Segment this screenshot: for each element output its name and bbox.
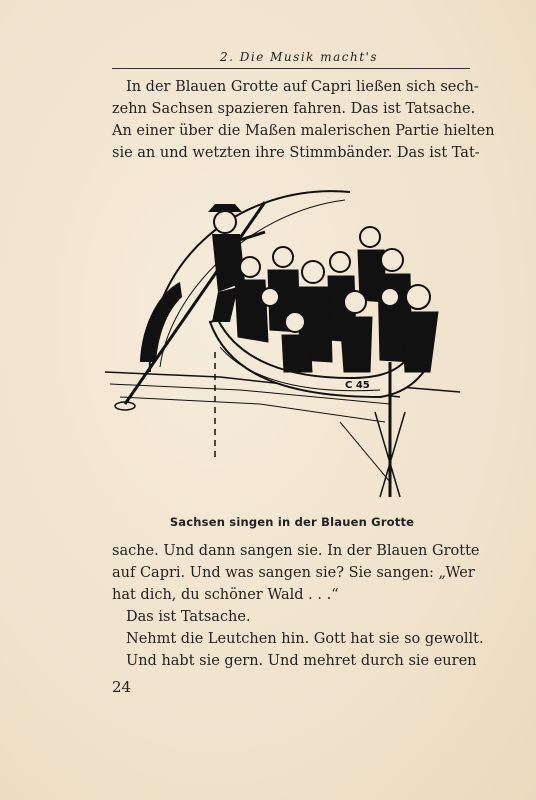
- text-line: Und habt sie gern. Und mehret durch sie euren: [126, 653, 477, 669]
- paragraph-2: [112, 540, 484, 672]
- text-line: auf Capri. Und was sangen sie? Sie sangen: „Wer: [112, 565, 475, 581]
- text-line: sie an und wetzten ihre Stimmbänder. Das ist Tat-: [112, 145, 480, 161]
- text-line: hat dich, du schöner Wald . . .“: [112, 587, 339, 603]
- boat-label: C 45: [345, 380, 370, 391]
- paragraph-1: [112, 76, 495, 164]
- text-line: Nehmt die Leutchen hin. Gott hat sie so gewollt.: [126, 631, 484, 647]
- header-rule: [112, 68, 470, 69]
- text-line: In der Blauen Grotte auf Capri ließen sich sech-: [126, 79, 479, 95]
- text-line: zehn Sachsen spazieren fahren. Das ist Tatsache.: [112, 101, 476, 117]
- page-number: 24: [112, 678, 132, 696]
- text-line: sache. Und dann sangen sie. In der Blauen Grotte: [112, 543, 480, 559]
- boat-illustration: [100, 172, 470, 502]
- text-line: An einer über die Maßen malerischen Partie hielten: [112, 123, 495, 139]
- running-head: 2. Die Musik macht's: [220, 50, 378, 64]
- figure-caption: Sachsen singen in der Blauen Grotte: [169, 515, 415, 529]
- text-line: Das ist Tatsache.: [126, 609, 251, 625]
